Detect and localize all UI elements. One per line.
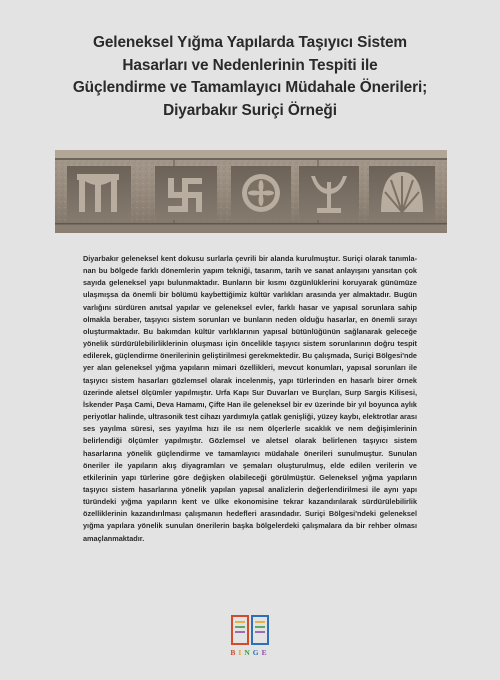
title-line-3: Güçlendirme ve Tamamlayıcı Müdahale Önerileri; <box>72 79 428 96</box>
title-line-2: Hasarları ve Nedenlerinin Tespiti ile <box>122 56 378 74</box>
title-line-4: Diyarbakır Suriçi Örneği <box>163 101 337 119</box>
publisher-name: BINGE <box>230 648 270 657</box>
open-book-icon <box>226 610 274 648</box>
abstract-text: Diyarbakır geleneksel kent dokusu surlarla çevrili bir alanda kurulmuştur. Suriçi olarak tanımlanan bu bölgede farklı dönemlerin yapım tekniği, tasarım, tarih ve sanat anlayışını yansıtan çok sayıda geleneksel yapı bulunmaktadır. Bunların bir kısmı özgünlüklerini koruyarak günümüze ulaşmışsa da önemli bir bölümü kaybettiğimiz kültür varlıkları arasında yer almaktadır. Bugün varlığını sürdüren anıtsal yapılar ve geleneksel evler, farklı hasar ve yapısal sorunlara sahip olmakla beraber, taşıyıcı sistem sorunları ve bunların neden olduğu hasarlar, en önemli sırayı oluşturmaktadır. Bu bakımdan kültür varlıklarının yapısal bütünlüğünün sağlanarak geleceğe yönelik sürdürülebilirliklerinin oluşması için öncelikle taşıyıcı sistem sorunlarının doğru tespit edilerek, güçlendirme önerilerinin geliştirilmesi gerekmektedir. Bu çalışmada, Suriçi Bölgesi'nde yer alan geleneksel yığma yapıların mimari özellikleri, mevcut konumları, yapısal sorunları ile taşıyıcı sistem hasarları gözlemsel olarak incelenmiş, yapı türlerinden en hasarlı birer örnek üzerinde aletsel ölçümler yapılmıştır. Urfa Kapı Sur Duvarları ve Burçları, Surp Sargis Kilisesi, İskender Paşa Cami, Deva Hamamı, Çifte Han ile geleneksel bir ev üzerinde bir yıl boyunca aylık periyotlar halinde, ultrasonik test cihazı yardımıyla çatlak genişliği, yüzey kaybı, elektrotlar arası ses yayılma süresi, ses yayılma hızı ile ısı nem ölçerlerle sıcaklık ve nem değişimlerinin belirlendiği ölçümler yapılmıştır. Gözlemsel ve aletsel olarak belirlenen taşıyıcı sistem hasarlarına yönelik güçlendirme ve tamamlayıcı müdahale önerileri sunulmuştur. Sunulan öneriler ile yapıların akış diyagramları ve şemaları oluşturulmuş, elde edilen verilerin ve etkilerinin yapı türlerine göre değişken olabileceği görülmüştür. Geleneksel yığma yapıların taşıyıcı sistem hasarlarına yönelik yapılan yapısal analizlerin değerlendirilmesi ile aynı yapı türündeki yığma yapıların kent ve ülke ekonomisine tekrar kazandırılarak sürdürülebilirlik özelliklerinin kazandırılması çalışmanın hedefleri arasındadır. Suriçi Bölgesi'ndeki geleneksel yığma yapılara yönelik sunulan önerilerin başka bölgelerdeki çalışmalara da bir rehber olması amaçlanmaktadır. <box>83 254 417 543</box>
publisher-logo <box>226 610 274 662</box>
title-line-1: Geleneksel Yığma Yapılarda Taşıyıcı Sistem <box>92 34 408 51</box>
book-title <box>30 32 470 122</box>
carved-stone-relief-photo <box>55 150 447 233</box>
